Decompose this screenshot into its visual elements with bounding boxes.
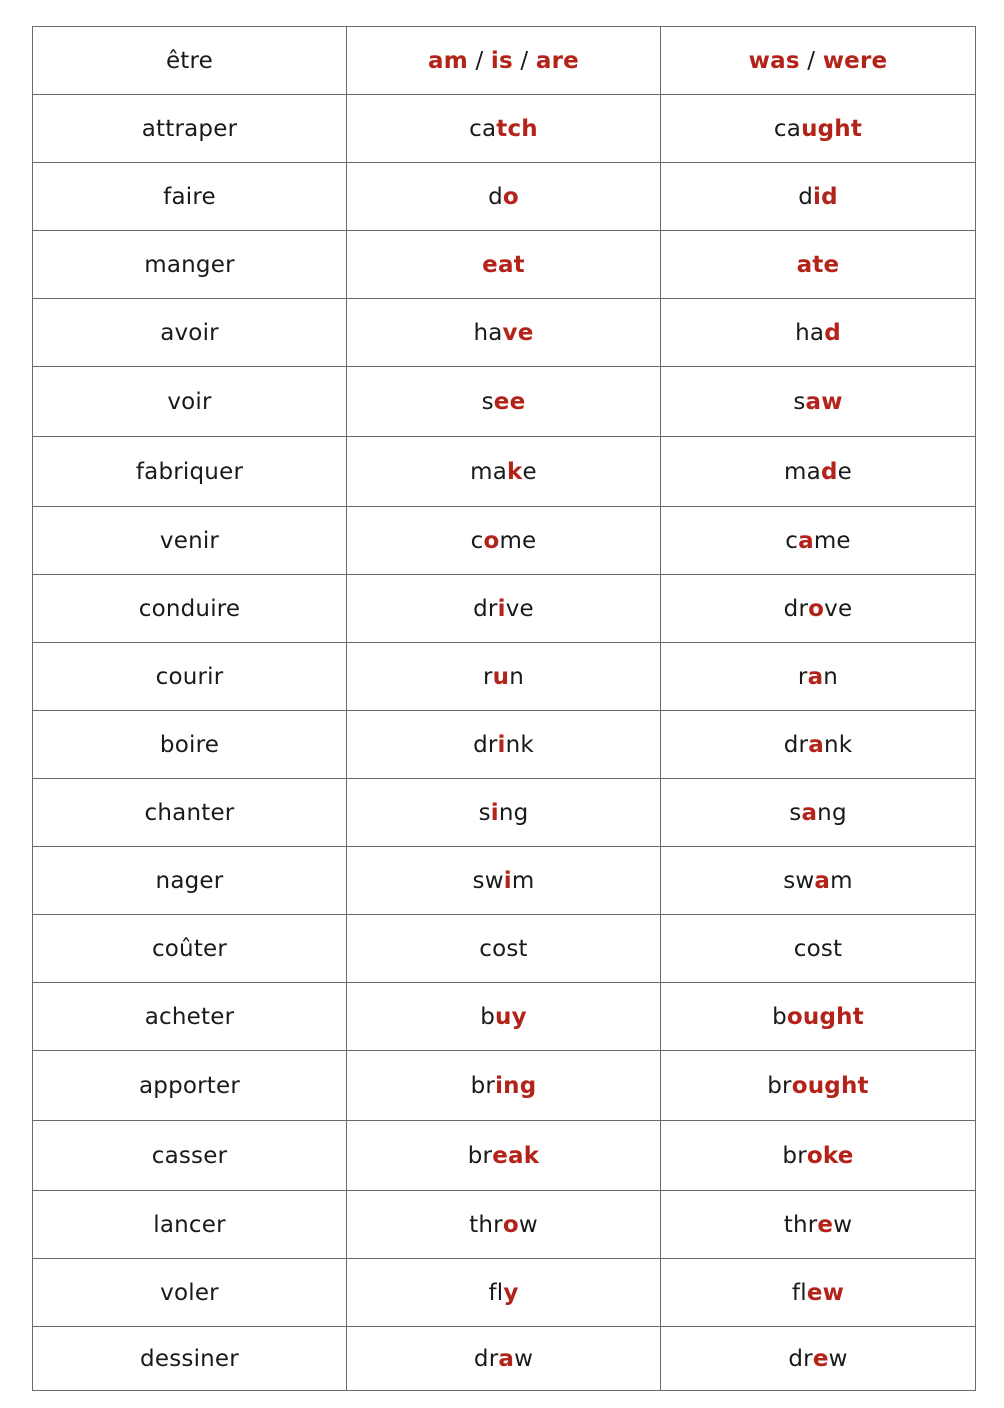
plain-segment: r: [482, 663, 493, 690]
highlighted-segment: i: [503, 867, 512, 894]
plain-segment: m: [830, 867, 853, 894]
plain-segment: ha: [795, 319, 825, 346]
table-row: [33, 299, 976, 367]
plain-segment: thr: [469, 1211, 503, 1238]
french-verb-cell: faire: [33, 163, 347, 231]
past-form-cell: [661, 847, 976, 915]
past-form-cell: [661, 1191, 976, 1259]
highlighted-segment: eak: [492, 1142, 540, 1169]
present-form-cell: [347, 1259, 661, 1327]
present-form-cell: [347, 437, 661, 507]
past-form-cell: [661, 779, 976, 847]
plain-segment: thr: [783, 1211, 818, 1238]
plain-segment: r: [797, 663, 808, 690]
table-row: [33, 1327, 976, 1391]
plain-segment: sw: [472, 867, 504, 894]
french-verb-cell: avoir: [33, 299, 347, 367]
table-row: [33, 1121, 976, 1191]
present-form-cell: [347, 575, 661, 643]
past-form-cell: [661, 231, 976, 299]
table-row: [33, 983, 976, 1051]
plain-segment: ma: [470, 458, 508, 485]
plain-segment: w: [514, 1345, 534, 1372]
french-verb-cell: boire: [33, 711, 347, 779]
plain-segment: n: [509, 663, 524, 690]
plain-segment: /: [512, 47, 536, 74]
past-form-cell: [661, 1121, 976, 1191]
table-row: [33, 915, 976, 983]
plain-segment: /: [799, 47, 823, 74]
plain-segment: m: [511, 867, 535, 894]
highlighted-segment: ve: [502, 319, 534, 346]
table-row: [33, 1259, 976, 1327]
highlighted-segment: ought: [791, 1072, 869, 1099]
french-verb-cell: voler: [33, 1259, 347, 1327]
highlighted-segment: was: [748, 47, 800, 74]
french-verb-cell: apporter: [33, 1051, 347, 1121]
french-verb-cell: venir: [33, 507, 347, 575]
highlighted-segment: ate: [796, 251, 840, 278]
highlighted-segment: ught: [801, 115, 863, 142]
plain-segment: dr: [473, 595, 498, 622]
french-verb-cell: fabriquer: [33, 437, 347, 507]
highlighted-segment: are: [535, 47, 579, 74]
highlighted-segment: uy: [495, 1003, 527, 1030]
highlighted-segment: i: [497, 595, 506, 622]
plain-segment: dr: [473, 731, 498, 758]
present-form-cell: [347, 643, 661, 711]
plain-segment: cost: [479, 935, 528, 962]
table-row: [33, 163, 976, 231]
present-form-cell: [347, 163, 661, 231]
plain-segment: dr: [788, 1345, 813, 1372]
plain-segment: b: [480, 1003, 496, 1030]
present-form-cell: [347, 95, 661, 163]
table-row: [33, 847, 976, 915]
plain-segment: d: [488, 183, 503, 210]
plain-segment: ng: [817, 799, 847, 826]
highlighted-segment: e: [812, 1345, 829, 1372]
past-form-cell: [661, 27, 976, 95]
french-verb-cell: casser: [33, 1121, 347, 1191]
plain-segment: ma: [784, 458, 821, 485]
past-form-cell: [661, 1051, 976, 1121]
past-form-cell: [661, 983, 976, 1051]
past-form-cell: [661, 643, 976, 711]
highlighted-segment: i: [497, 731, 506, 758]
highlighted-segment: o: [483, 527, 500, 554]
french-verb-cell: être: [33, 27, 347, 95]
past-form-cell: [661, 1259, 976, 1327]
plain-segment: s: [789, 799, 802, 826]
present-form-cell: [347, 847, 661, 915]
plain-segment: br: [767, 1072, 792, 1099]
past-form-cell: [661, 711, 976, 779]
table-row: [33, 711, 976, 779]
present-form-cell: [347, 299, 661, 367]
table-row: [33, 437, 976, 507]
highlighted-segment: a: [498, 1345, 515, 1372]
present-form-cell: [347, 1327, 661, 1391]
present-form-cell: [347, 915, 661, 983]
plain-segment: c: [785, 527, 799, 554]
plain-segment: sw: [783, 867, 815, 894]
highlighted-segment: u: [492, 663, 510, 690]
past-form-cell: [661, 915, 976, 983]
plain-segment: /: [467, 47, 491, 74]
present-form-cell: [347, 507, 661, 575]
present-form-cell: [347, 1121, 661, 1191]
plain-segment: br: [467, 1142, 493, 1169]
highlighted-segment: oke: [806, 1142, 854, 1169]
french-verb-cell: voir: [33, 367, 347, 437]
table-row: [33, 779, 976, 847]
past-form-cell: [661, 437, 976, 507]
highlighted-segment: tch: [496, 115, 538, 142]
highlighted-segment: ee: [493, 388, 526, 415]
present-form-cell: [347, 983, 661, 1051]
plain-segment: b: [772, 1003, 787, 1030]
plain-segment: me: [499, 527, 537, 554]
highlighted-segment: d: [824, 319, 841, 346]
highlighted-segment: a: [808, 731, 824, 758]
plain-segment: br: [470, 1072, 496, 1099]
plain-segment: s: [478, 799, 491, 826]
table-row: [33, 1191, 976, 1259]
plain-segment: s: [793, 388, 806, 415]
highlighted-segment: is: [490, 47, 513, 74]
plain-segment: e: [522, 458, 537, 485]
plain-segment: ha: [473, 319, 503, 346]
past-form-cell: [661, 95, 976, 163]
highlighted-segment: k: [507, 458, 523, 485]
highlighted-segment: o: [502, 183, 519, 210]
highlighted-segment: am: [428, 47, 468, 74]
highlighted-segment: a: [814, 867, 831, 894]
highlighted-segment: a: [807, 663, 824, 690]
present-form-cell: [347, 1191, 661, 1259]
plain-segment: me: [813, 527, 851, 554]
plain-segment: s: [481, 388, 494, 415]
plain-segment: ve: [824, 595, 853, 622]
past-form-cell: [661, 575, 976, 643]
present-form-cell: [347, 779, 661, 847]
highlighted-segment: e: [817, 1211, 834, 1238]
french-verb-cell: lancer: [33, 1191, 347, 1259]
plain-segment: cost: [793, 935, 843, 962]
plain-segment: dr: [783, 731, 809, 758]
highlighted-segment: o: [808, 595, 825, 622]
french-verb-cell: chanter: [33, 779, 347, 847]
plain-segment: ca: [469, 115, 497, 142]
table-row: [33, 367, 976, 437]
plain-segment: nk: [505, 731, 534, 758]
present-form-cell: [347, 27, 661, 95]
french-verb-cell: acheter: [33, 983, 347, 1051]
present-form-cell: [347, 367, 661, 437]
past-form-cell: [661, 507, 976, 575]
present-form-cell: [347, 231, 661, 299]
verb-table-body: [33, 27, 976, 1391]
plain-segment: ca: [773, 115, 802, 142]
table-row: [33, 231, 976, 299]
table-row: [33, 507, 976, 575]
past-form-cell: [661, 367, 976, 437]
plain-segment: br: [782, 1142, 807, 1169]
plain-segment: w: [828, 1345, 848, 1372]
highlighted-segment: i: [490, 799, 499, 826]
highlighted-segment: aw: [805, 388, 843, 415]
highlighted-segment: eat: [482, 251, 525, 278]
plain-segment: dr: [473, 1345, 499, 1372]
highlighted-segment: id: [813, 183, 838, 210]
plain-segment: e: [837, 458, 852, 485]
highlighted-segment: ought: [786, 1003, 864, 1030]
french-verb-cell: attraper: [33, 95, 347, 163]
french-verb-cell: dessiner: [33, 1327, 347, 1391]
highlighted-segment: a: [798, 527, 814, 554]
french-verb-cell: manger: [33, 231, 347, 299]
past-form-cell: [661, 299, 976, 367]
french-verb-cell: coûter: [33, 915, 347, 983]
past-form-cell: [661, 163, 976, 231]
plain-segment: d: [798, 183, 814, 210]
highlighted-segment: y: [503, 1279, 519, 1306]
table-row: [33, 643, 976, 711]
plain-segment: c: [470, 527, 484, 554]
plain-segment: nk: [823, 731, 853, 758]
table-row: [33, 575, 976, 643]
plain-segment: w: [518, 1211, 538, 1238]
highlighted-segment: o: [502, 1211, 519, 1238]
past-form-cell: [661, 1327, 976, 1391]
plain-segment: fl: [488, 1279, 504, 1306]
table-row: [33, 95, 976, 163]
table-row: [33, 1051, 976, 1121]
highlighted-segment: ew: [806, 1279, 845, 1306]
french-verb-cell: nager: [33, 847, 347, 915]
irregular-verbs-table: [32, 26, 976, 1391]
plain-segment: w: [833, 1211, 853, 1238]
highlighted-segment: were: [822, 47, 888, 74]
present-form-cell: [347, 1051, 661, 1121]
present-form-cell: [347, 711, 661, 779]
french-verb-cell: courir: [33, 643, 347, 711]
table-row: [33, 27, 976, 95]
plain-segment: fl: [791, 1279, 807, 1306]
plain-segment: ng: [498, 799, 529, 826]
plain-segment: dr: [783, 595, 809, 622]
highlighted-segment: d: [820, 458, 838, 485]
plain-segment: n: [823, 663, 839, 690]
plain-segment: ve: [505, 595, 534, 622]
highlighted-segment: ing: [495, 1072, 537, 1099]
french-verb-cell: conduire: [33, 575, 347, 643]
highlighted-segment: a: [801, 799, 818, 826]
